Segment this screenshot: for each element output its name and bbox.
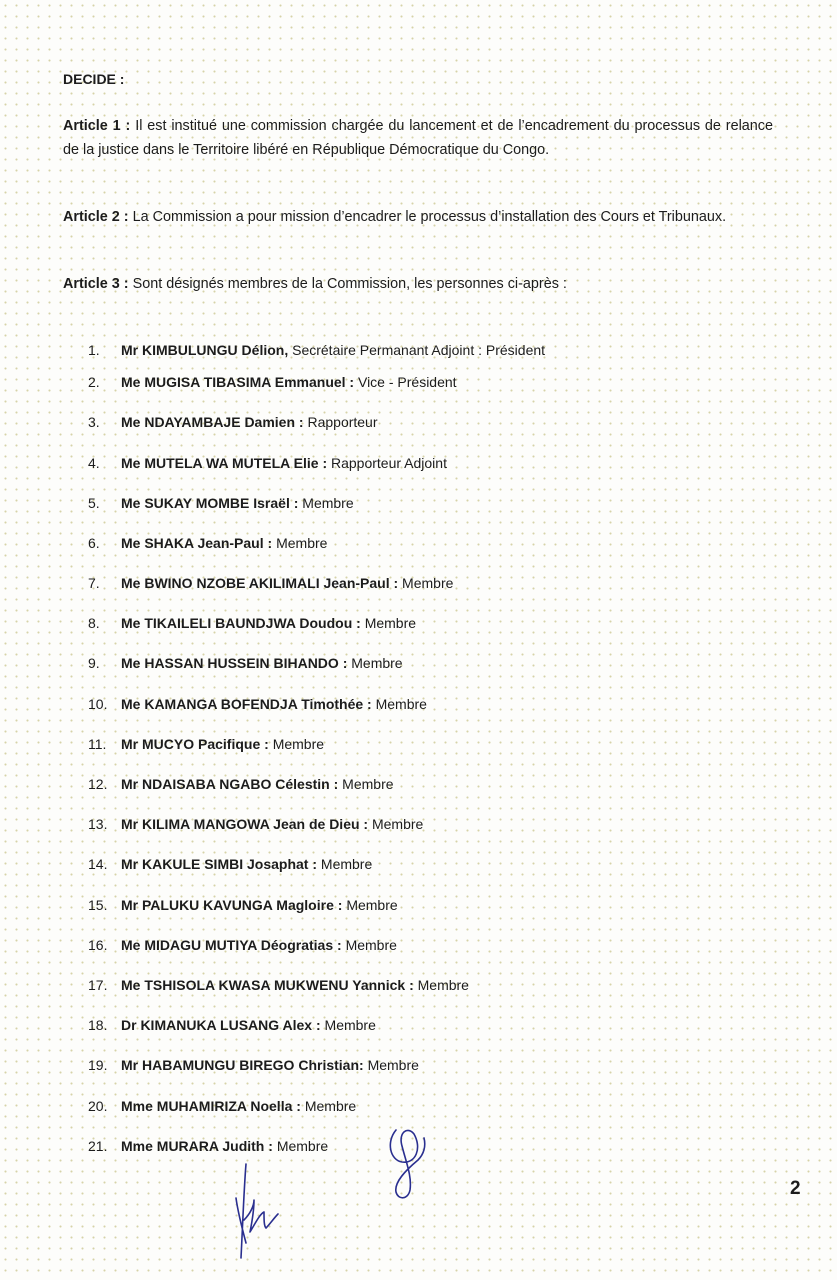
article-3-text: Sont désignés membres de la Commission, les personnes ci-après : <box>132 276 567 292</box>
member-role: Membre <box>346 897 398 913</box>
member-role: Membre <box>371 816 424 832</box>
member-role: Membre <box>351 655 403 671</box>
member-number: 19. <box>88 1057 108 1073</box>
member-name: Me NDAYAMBAJE Damien : <box>121 414 304 430</box>
member-number: 5. <box>88 495 100 511</box>
list-item <box>88 773 394 795</box>
article-2 <box>63 205 773 229</box>
member-role: Membre <box>320 856 373 872</box>
member-name: Mr KAKULE SIMBI Josaphat : <box>121 856 318 872</box>
list-item <box>88 492 354 514</box>
member-name: Mr KILIMA MANGOWA Jean de Dieu : <box>121 816 369 832</box>
signature-1 <box>224 1158 284 1266</box>
signature-2 <box>376 1122 436 1204</box>
member-number: 17. <box>88 977 108 993</box>
member-name: Me SUKAY MOMBE Israël : <box>121 495 299 511</box>
list-item <box>88 813 423 835</box>
article-1-text: Il est institué une commission chargée du lancement et de l’encadrement du processus de relance de la justice dans le Territoire libéré en République Démocratique du Congo. <box>63 118 773 158</box>
member-name: Me MIDAGU MUTIYA Déogratias : <box>121 937 342 953</box>
member-name: Me BWINO NZOBE AKILIMALI Jean-Paul : <box>121 575 399 591</box>
list-item <box>88 934 397 956</box>
member-number: 2. <box>88 374 100 390</box>
list-item <box>88 532 327 554</box>
member-name: Mr HABAMUNGU BIREGO Christian: <box>121 1057 364 1073</box>
member-role: Membre <box>367 1057 419 1073</box>
member-role: Membre <box>364 615 417 631</box>
member-role: Membre <box>272 736 325 752</box>
member-role: Membre <box>324 1017 376 1033</box>
member-number: 1. <box>88 342 100 358</box>
member-name: Dr KIMANUKA LUSANG Alex : <box>121 1017 321 1033</box>
member-number: 8. <box>88 615 100 631</box>
article-3 <box>63 272 773 296</box>
list-item <box>88 572 453 594</box>
member-role: Membre <box>302 495 354 511</box>
list-item <box>88 894 398 916</box>
member-role: Membre <box>345 937 397 953</box>
article-1-label: Article 1 : <box>63 118 131 134</box>
member-number: 18. <box>88 1017 108 1033</box>
list-item <box>88 733 324 755</box>
member-name: Mme MURARA Judith : <box>121 1138 273 1154</box>
member-number: 15. <box>88 897 108 913</box>
member-name: Mr NDAISABA NGABO Célestin : <box>121 776 339 792</box>
list-item <box>88 693 427 715</box>
list-item <box>88 452 447 474</box>
list-item <box>88 1135 328 1157</box>
list-item <box>88 612 416 634</box>
member-role: Membre <box>304 1098 357 1114</box>
article-3-label: Article 3 : <box>63 276 129 292</box>
member-role: Membre <box>276 535 328 551</box>
member-number: 14. <box>88 856 108 872</box>
member-role: Membre <box>402 575 454 591</box>
member-number: 9. <box>88 655 100 671</box>
member-role: Membre <box>342 776 394 792</box>
member-name: Me MUGISA TIBASIMA Emmanuel : <box>121 374 355 390</box>
member-number: 4. <box>88 455 100 471</box>
member-role: Membre <box>417 977 469 993</box>
article-2-label: Article 2 : <box>63 209 129 225</box>
list-item <box>88 974 469 996</box>
list-item <box>88 853 372 875</box>
list-item <box>88 1014 376 1036</box>
list-item <box>88 339 545 361</box>
member-name: Me HASSAN HUSSEIN BIHANDO : <box>121 655 348 671</box>
member-name: Me TIKAILELI BAUNDJWA Doudou : <box>121 615 361 631</box>
member-name: Mr MUCYO Pacifique : <box>121 736 269 752</box>
member-number: 7. <box>88 575 100 591</box>
member-number: 16. <box>88 937 108 953</box>
member-number: 20. <box>88 1098 108 1114</box>
page-number: 2 <box>790 1178 801 1199</box>
article-1 <box>63 114 773 162</box>
member-number: 13. <box>88 816 108 832</box>
member-number: 10. <box>88 696 108 712</box>
member-name: Me MUTELA WA MUTELA Elie : <box>121 455 328 471</box>
member-role: Rapporteur <box>307 414 378 430</box>
member-name: Mr KIMBULUNGU Délion, <box>121 342 289 358</box>
member-role: Secrétaire Permanant Adjoint : Président <box>292 342 546 358</box>
member-name: Mr PALUKU KAVUNGA Magloire : <box>121 897 343 913</box>
member-role: Vice - Président <box>357 374 457 390</box>
list-item <box>88 371 457 393</box>
list-item <box>88 652 403 674</box>
article-2-text: La Commission a pour mission d’encadrer le processus d’installation des Cours et Tribunaux. <box>132 209 727 225</box>
member-name: Me KAMANGA BOFENDJA Timothée : <box>121 696 372 712</box>
member-role: Membre <box>276 1138 329 1154</box>
member-role: Membre <box>375 696 427 712</box>
member-number: 3. <box>88 414 100 430</box>
decide-heading: DECIDE : <box>63 71 125 87</box>
list-item <box>88 1095 356 1117</box>
member-role: Rapporteur Adjoint <box>331 455 447 471</box>
member-number: 12. <box>88 776 108 792</box>
member-number: 21. <box>88 1138 108 1154</box>
member-number: 11. <box>88 736 107 752</box>
member-name: Me SHAKA Jean-Paul : <box>121 535 273 551</box>
list-item <box>88 1054 419 1076</box>
member-name: Mme MUHAMIRIZA Noella : <box>121 1098 301 1114</box>
member-number: 6. <box>88 535 100 551</box>
list-item <box>88 411 378 433</box>
member-name: Me TSHISOLA KWASA MUKWENU Yannick : <box>121 977 414 993</box>
